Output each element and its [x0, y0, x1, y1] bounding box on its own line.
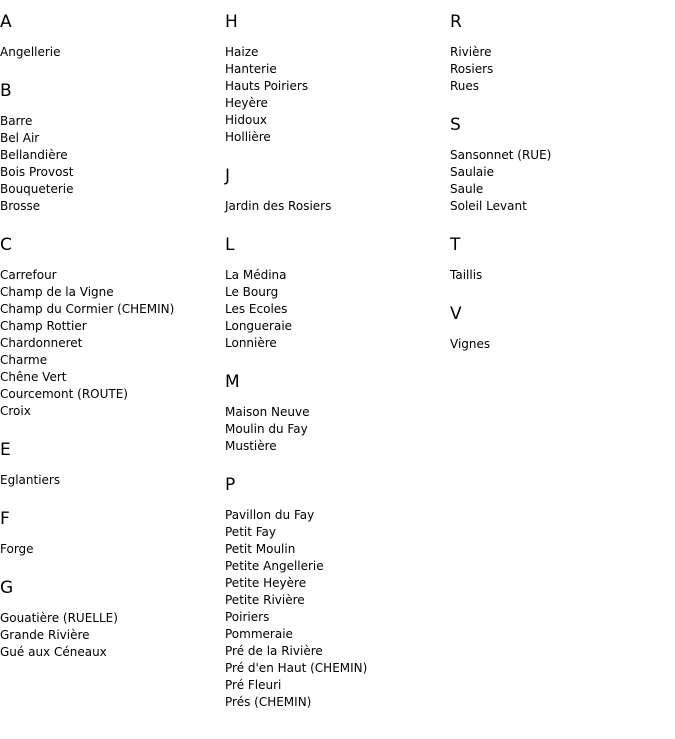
letter-heading: S: [450, 115, 461, 135]
street-link[interactable]: Haize: [225, 45, 259, 59]
street-link[interactable]: Maison Neuve: [225, 405, 310, 419]
street-link[interactable]: Petite Heyère: [225, 576, 307, 590]
street-link[interactable]: Bouqueterie: [0, 182, 74, 196]
street-link[interactable]: Rivière: [450, 45, 492, 59]
letter-heading: A: [0, 12, 12, 32]
street-index-column-3: [450, 10, 670, 371]
letter-group-g: [0, 576, 220, 661]
letter-group-a: [0, 10, 220, 61]
street-link[interactable]: Forge: [0, 542, 34, 556]
letter-heading: G: [0, 578, 14, 598]
street-link[interactable]: Bois Provost: [0, 165, 74, 179]
street-link[interactable]: Chêne Vert: [0, 370, 67, 384]
street-link[interactable]: Pavillon du Fay: [225, 508, 315, 522]
letter-heading: V: [450, 304, 462, 324]
letter-group-j: [225, 164, 445, 215]
street-link[interactable]: Champ Rottier: [0, 319, 87, 333]
street-link[interactable]: Eglantiers: [0, 473, 61, 487]
street-link[interactable]: Chardonneret: [0, 336, 83, 350]
street-link[interactable]: Les Ecoles: [225, 302, 288, 316]
street-link[interactable]: Pré Fleuri: [225, 678, 282, 692]
letter-heading: T: [450, 235, 461, 255]
street-link[interactable]: Pré de la Rivière: [225, 644, 323, 658]
letter-heading: L: [225, 235, 235, 255]
letter-group-v: [450, 302, 670, 353]
street-link[interactable]: Soleil Levant: [450, 199, 527, 213]
street-link[interactable]: Petite Angellerie: [225, 559, 324, 573]
letter-group-p: [225, 473, 445, 711]
street-index-column-1: [0, 10, 220, 679]
letter-group-h: [225, 10, 445, 146]
street-link[interactable]: Bellandière: [0, 148, 68, 162]
street-link[interactable]: Pré d'en Haut (CHEMIN): [225, 661, 368, 675]
street-link[interactable]: Pommeraie: [225, 627, 293, 641]
street-link[interactable]: Gouatière (RUELLE): [0, 611, 118, 625]
letter-group-b: [0, 79, 220, 215]
street-link[interactable]: La Médina: [225, 268, 287, 282]
street-link[interactable]: Saule: [450, 182, 484, 196]
street-link[interactable]: Poiriers: [225, 610, 270, 624]
letter-heading: B: [0, 81, 12, 101]
letter-heading: F: [0, 509, 10, 529]
street-link[interactable]: Prés (CHEMIN): [225, 695, 312, 709]
street-link[interactable]: Petite Rivière: [225, 593, 305, 607]
letter-heading: H: [225, 12, 238, 32]
street-link[interactable]: Bel Air: [0, 131, 40, 145]
street-link[interactable]: Rosiers: [450, 62, 494, 76]
letter-heading: M: [225, 372, 240, 392]
street-link[interactable]: Saulaie: [450, 165, 494, 179]
letter-group-m: [225, 370, 445, 455]
street-link[interactable]: Hanterie: [225, 62, 277, 76]
street-link[interactable]: Barre: [0, 114, 33, 128]
street-link[interactable]: Carrefour: [0, 268, 57, 282]
street-link[interactable]: Hauts Poiriers: [225, 79, 309, 93]
street-link[interactable]: Petit Fay: [225, 525, 277, 539]
street-link[interactable]: Taillis: [450, 268, 483, 282]
street-link[interactable]: Petit Moulin: [225, 542, 296, 556]
street-link[interactable]: Charme: [0, 353, 48, 367]
letter-group-f: [0, 507, 220, 558]
street-link[interactable]: Champ du Cormier (CHEMIN): [0, 302, 175, 316]
street-link[interactable]: Hidoux: [225, 113, 268, 127]
street-link[interactable]: Courcemont (ROUTE): [0, 387, 128, 401]
letter-heading: R: [450, 12, 462, 32]
street-link[interactable]: Angellerie: [0, 45, 61, 59]
street-link[interactable]: Grande Rivière: [0, 628, 90, 642]
letter-heading: E: [0, 440, 11, 460]
street-link[interactable]: Le Bourg: [225, 285, 279, 299]
letter-group-r: [450, 10, 670, 95]
street-link[interactable]: Moulin du Fay: [225, 422, 308, 436]
street-link[interactable]: Vignes: [450, 337, 491, 351]
street-link[interactable]: Champ de la Vigne: [0, 285, 114, 299]
street-link[interactable]: Heyère: [225, 96, 268, 110]
street-index-column-2: [225, 10, 445, 729]
letter-group-s: [450, 113, 670, 215]
street-link[interactable]: Jardin des Rosiers: [225, 199, 332, 213]
letter-heading: P: [225, 475, 236, 495]
letter-group-t: [450, 233, 670, 284]
street-link[interactable]: Mustière: [225, 439, 277, 453]
letter-heading: J: [225, 166, 231, 186]
letter-group-e: [0, 438, 220, 489]
street-link[interactable]: Sansonnet (RUE): [450, 148, 552, 162]
letter-group-l: [225, 233, 445, 352]
street-link[interactable]: Lonnière: [225, 336, 277, 350]
street-link[interactable]: Rues: [450, 79, 480, 93]
street-link[interactable]: Longueraie: [225, 319, 293, 333]
street-link[interactable]: Brosse: [0, 199, 41, 213]
letter-heading: C: [0, 235, 12, 255]
street-link[interactable]: Gué aux Céneaux: [0, 645, 107, 659]
street-link[interactable]: Hollière: [225, 130, 271, 144]
street-link[interactable]: Croix: [0, 404, 31, 418]
letter-group-c: [0, 233, 220, 420]
